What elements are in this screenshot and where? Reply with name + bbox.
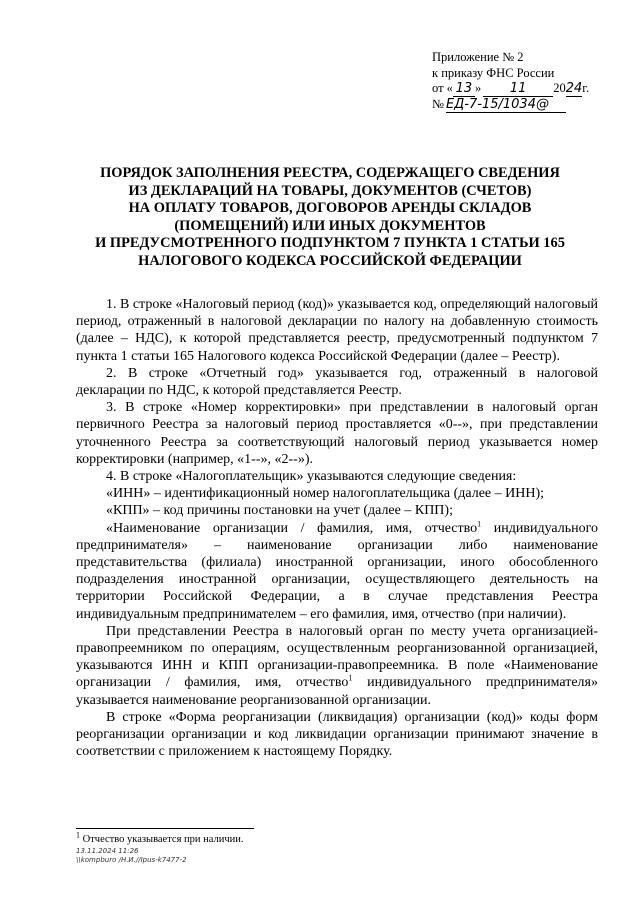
- print-metadata: [76, 847, 187, 865]
- paragraph-1: 1. В строке «Налоговый период (код)» указывается код, определяющий налоговый период, отраженный в налоговой декларации по налогу на добавленную стоимость (далее – НДС), к которой представляется реестр, предусмотренный подпунктом 7 пункта 1 статьи 165 Налогового кодекса Российской Федерации (далее – Реестр).: [76, 297, 598, 364]
- title-line: ИЗ ДЕКЛАРАЦИЙ НА ТОВАРЫ, ДОКУМЕНТОВ (СЧЕТОВ): [128, 182, 532, 199]
- paragraph-inn: «ИНН» – идентификационный номер налогоплательщика (далее – ИНН);: [106, 486, 545, 502]
- footnote-mark: 1: [76, 830, 80, 840]
- paragraph-reorganization: В строке «Форма реорганизации (ликвидация) организации (код)» коды форм реорганизации организации и код ликвидации организации принимают значение в соответствии с приложением к настоящему Порядку.: [76, 709, 598, 760]
- title-line: НА ОПЛАТУ ТОВАРОВ, ДОГОВОРОВ АРЕНДЫ СКЛАДОВ: [128, 200, 532, 217]
- paragraph-name: «Наименование организации / фамилия, имя, отчество$^1$ индивидуального предпринимателя» – наименование организации либо наименование представительства (филиала) иностранной организации, иного обособленного подразделения иностранной организации, осуществляющего деятельность на территории Российской Федерации, а в случае представления Реестра индивидуальным предпринимателем – его фамилия, имя, отчество (при наличии).: [76, 518, 599, 622]
- handwritten-day: 13: [453, 82, 475, 97]
- footnote-ref: 1: [348, 673, 353, 683]
- paragraph-4: 4. В строке «Налогоплательщик» указываются следующие сведения:: [106, 469, 517, 485]
- handwritten-order-number: ЕД-7-15/1034@: [446, 98, 566, 113]
- handwritten-month: 11: [483, 82, 553, 97]
- title-line: НАЛОГОВОГО КОДЕКСА РОССИЙСКОЙ ФЕДЕРАЦИИ: [138, 252, 522, 269]
- footnote: [76, 830, 244, 846]
- document-body: [76, 296, 598, 760]
- footnote-ref: 1: [477, 518, 482, 528]
- title-line: И ПРЕДУСМОТРЕННОГО ПОДПУНКТОМ 7 ПУНКТА 1 СТАТЬИ 165: [95, 235, 565, 252]
- handwritten-year: 24: [565, 81, 583, 96]
- paragraph-kpp: «КПП» – код причины постановки на учет (далее – КПП);: [106, 503, 453, 519]
- paragraph-2: 2. В строке «Отчетный год» указывается год, отраженный в налоговой декларации по НДС, к которой представляется Реестр.: [76, 365, 598, 399]
- appendix-line-1: Приложение № 2: [432, 50, 524, 64]
- title-line: ПОРЯДОК ЗАПОЛНЕНИЯ РЕЕСТРА, СОДЕРЖАЩЕГО СВЕДЕНИЯ: [100, 165, 560, 181]
- print-path: \\kompburo /Н.И.//Ipus-k7477-2: [76, 856, 187, 864]
- paragraph-successor: При представлении Реестра в налоговый орган по месту учета организацией-правопреемником по операциям, осуществленным реорганизованной организацией, указываются ИНН и КПП организации-правопреемника. В поле «Наименование организации / фамилия, имя, отчество$^1$ индивидуального предпринимателя» указывается наименование реорганизованной организации.: [76, 623, 598, 708]
- paragraph-3: 3. В строке «Номер корректировки» при представлении в налоговый орган первичного Реестра за налоговый период проставляется «0--», при представлении уточненного Реестра за соответствующий налоговый период указывается номер корректировки (например, «1--», «2--»).: [76, 400, 598, 467]
- appendix-header: [432, 50, 589, 113]
- print-timestamp: 13.11.2024 11:26: [76, 847, 139, 855]
- document-title: [60, 165, 600, 271]
- appendix-line-2: к приказу ФНС России: [432, 65, 555, 80]
- footnote-text: Отчество указывается при наличии.: [80, 834, 244, 845]
- appendix-date: от « 13 » 11 2024г.: [432, 81, 590, 96]
- title-line: (ПОМЕЩЕНИЙ) ИЛИ ИНЫХ ДОКУМЕНТОВ: [174, 217, 486, 234]
- appendix-number: № ЕД-7-15/1034@: [432, 97, 589, 113]
- footnote-divider: [76, 828, 254, 829]
